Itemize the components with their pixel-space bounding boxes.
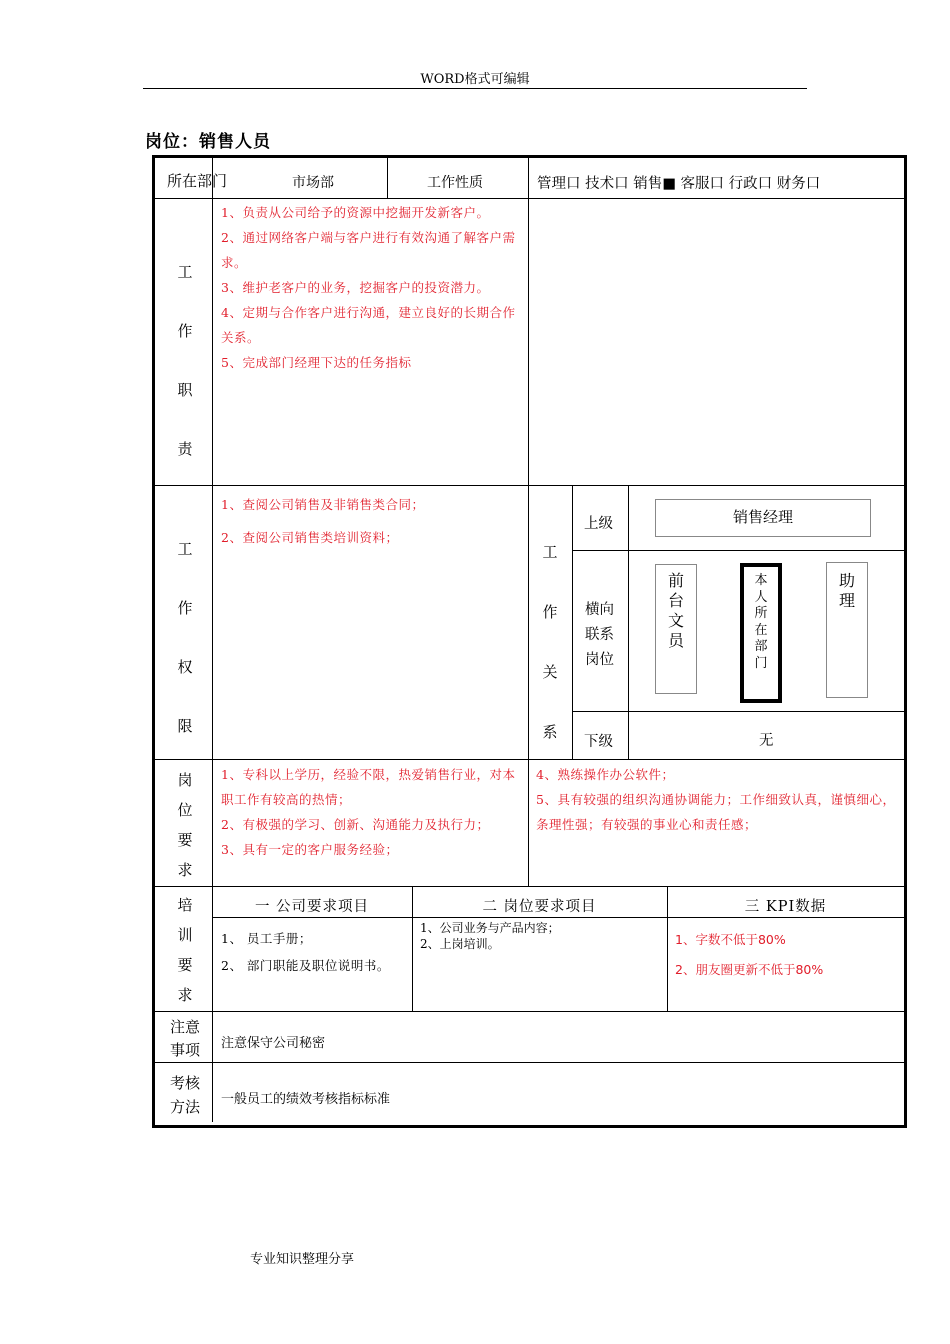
training-label: 培 训 要 求 [177,896,193,1004]
lateral-label: 横向 联系 岗位 [585,602,614,668]
list-item: 1、专科以上学历，经验不限，热爱销售行业，对本职工作有较高的热情； [221,767,516,807]
list-item: 4、熟练操作办公软件； [536,767,675,782]
page-footer: 专业知识整理分享 [250,1252,355,1267]
superior-box: 销售经理 [655,499,871,537]
requirements-right [536,762,900,837]
training-col2-list [420,920,660,952]
training-col3-header: 三 KPI数据 [744,899,827,915]
lateral-box-front-desk: 前 台 文 员 [655,564,697,694]
list-item: 1、 员工手册； [221,931,312,946]
training-col1-list [221,925,407,979]
list-item: 2、 部门职能及职位说明书。 [221,958,390,973]
duties-label: 工 作 职 责 [177,263,193,458]
training-col1-header: 一 公司要求项目 [254,899,370,915]
list-item: 3、具有一定的客户服务经验； [221,842,399,857]
nature-label: 工作性质 [427,175,483,191]
list-item: 1、负责从公司给予的资源中挖掘开发新客户。 [221,205,490,220]
relations-label: 工 作 关 系 [542,543,558,741]
assessment-value: 一般员工的绩效考核指标标准 [221,1092,391,1107]
list-item: 2、查阅公司销售类培训资料； [221,530,399,545]
list-item: 3、维护老客户的业务，挖掘客户的投资潜力。 [221,280,490,295]
authority-list [221,488,523,554]
notes-value: 注意保守公司秘密 [221,1036,326,1051]
list-item: 5、完成部门经理下达的任务指标 [221,355,412,370]
list-item: 2、朋友圈更新不低于80% [675,962,824,977]
training-col2-header: 二 岗位要求项目 [482,899,597,915]
subordinate-label: 下级 [584,734,613,750]
list-item: 4、定期与合作客户进行沟通，建立良好的长期合作关系。 [221,305,516,345]
job-description-table [152,155,907,1128]
lateral-box-own-department: 本 人 所 在 部 门 [740,563,782,703]
requirements-label: 岗 位 要 求 [177,771,193,879]
notes-label: 注意 事项 [169,1018,200,1059]
dept-value: 市场部 [292,175,334,191]
requirements-left [221,762,523,862]
list-item: 1、查阅公司销售及非销售类合同； [221,497,425,512]
header-rule [143,88,807,89]
list-item: 2、上岗培训。 [420,937,500,951]
superior-label: 上级 [584,516,613,532]
list-item: 2、有极强的学习、创新、沟通能力及执行力； [221,817,490,832]
nature-options: 管理口 技术口 销售■ 客服口 行政口 财务口 [537,176,821,192]
page-title: 岗位：销售人员 [145,132,271,152]
subordinate-value: 无 [759,733,774,749]
assessment-label: 考核 方法 [169,1074,200,1116]
authority-label: 工 作 权 限 [177,540,193,735]
list-item: 1、字数不低于80% [675,932,786,947]
training-col3-list [675,925,900,985]
document-header: WORD格式可编辑 [420,72,530,87]
duties-list [221,200,523,375]
list-item: 1、公司业务与产品内容； [420,921,560,935]
dept-label: 所在部门 [167,172,228,190]
list-item: 2、通过网络客户端与客户进行有效沟通了解客户需求。 [221,230,516,270]
lateral-box-assistant: 助 理 [826,562,868,698]
list-item: 5、具有较强的组织沟通协调能力；工作细致认真，谨慎细心，条理性强；有较强的事业心和责任感； [536,792,896,832]
